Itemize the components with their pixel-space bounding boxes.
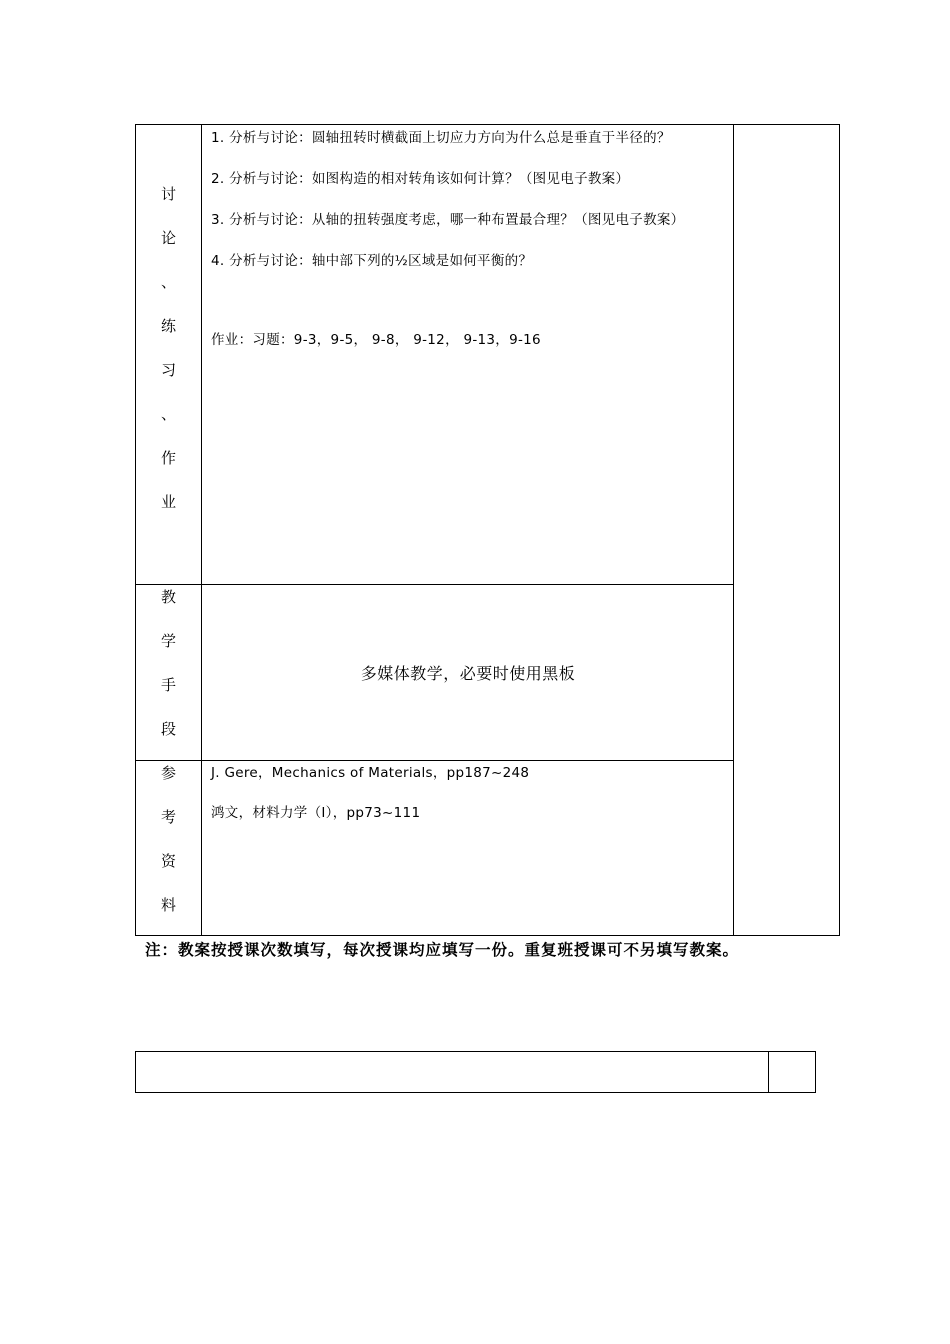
discussion-item: 2. 分析与讨论：如图构造的相对转角该如何计算？（图见电子教案） <box>211 171 630 187</box>
teaching-methods-content-cell <box>202 585 734 760</box>
discussion-item: 4. 分析与讨论：轴中部下列的½区域是如何平衡的？ <box>211 253 533 269</box>
label-char: 习 <box>160 361 176 379</box>
teaching-methods-text: 多媒体教学，必要时使用黑板 <box>360 664 576 683</box>
discussion-content-cell <box>202 125 734 584</box>
label-char: 考 <box>160 808 176 826</box>
label-char: 料 <box>160 896 176 914</box>
label-char: 资 <box>160 852 176 870</box>
next-page-table-divider <box>768 1052 769 1092</box>
lesson-plan-table <box>135 124 840 936</box>
label-char: 、 <box>160 405 176 423</box>
label-char: 教 <box>160 588 176 606</box>
label-char: 参 <box>160 764 176 782</box>
references-label <box>136 761 201 913</box>
teaching-methods-label <box>136 585 201 737</box>
next-page-table <box>135 1051 816 1093</box>
discussion-label <box>136 125 201 510</box>
label-char: 学 <box>160 632 176 650</box>
footnote: 注：教案按授课次数填写，每次授课均应填写一份。重复班授课可不另填写教案。 <box>145 941 740 959</box>
discussion-item: 3. 分析与讨论：从轴的扭转强度考虑，哪一种布置最合理？（图见电子教案） <box>211 212 685 228</box>
reference-item: J. Gere，Mechanics of Materials，pp187~248 <box>211 765 530 781</box>
references-content-cell <box>202 761 734 935</box>
discussion-item: 1. 分析与讨论：圆轴扭转时横截面上切应力方向为什么总是垂直于半径的？ <box>211 130 671 146</box>
label-char: 讨 <box>160 185 176 203</box>
reference-item: 鸿文，材料力学（Ⅰ），pp73~111 <box>211 805 421 821</box>
label-char: 作 <box>160 449 176 467</box>
label-char: 练 <box>160 317 176 335</box>
homework-line: 作业：习题：9-3，9-5， 9-8， 9-12， 9-13，9-16 <box>211 332 541 348</box>
label-char: 论 <box>160 229 176 247</box>
discussion-label-cell <box>136 125 202 584</box>
label-char: 业 <box>160 493 176 511</box>
teaching-methods-label-cell <box>136 585 202 760</box>
label-char: 段 <box>160 720 176 738</box>
label-char: 、 <box>160 273 176 291</box>
references-label-cell <box>136 761 202 935</box>
label-char: 手 <box>160 676 176 694</box>
